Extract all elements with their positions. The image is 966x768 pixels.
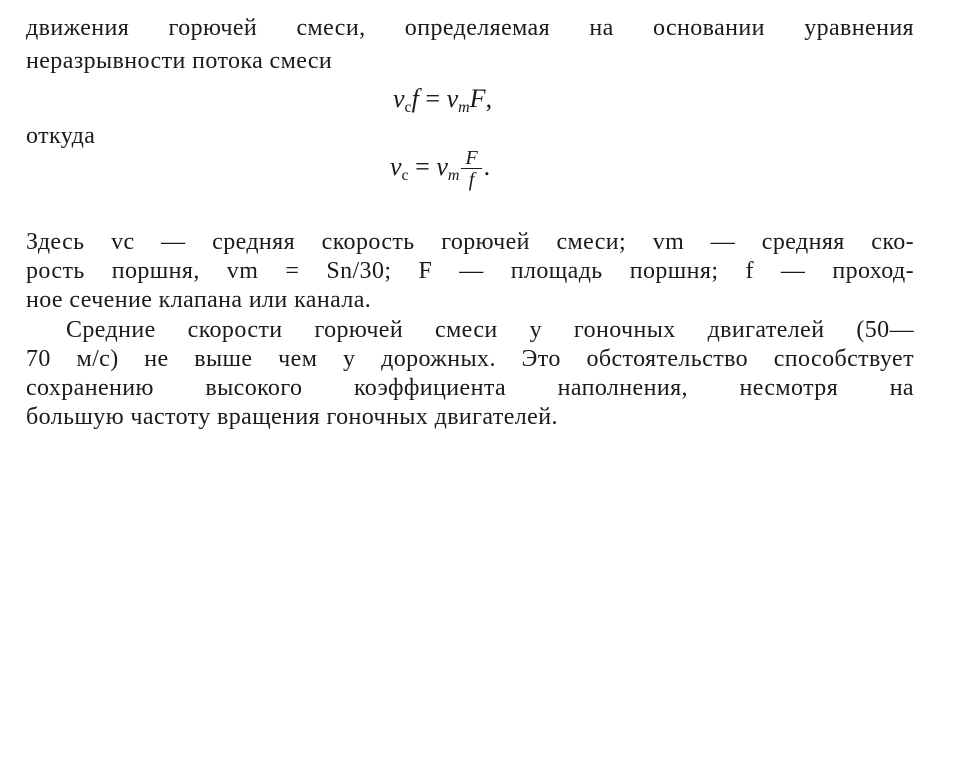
text-line-2: неразрывности потока смеси	[26, 48, 333, 74]
text-line-10: большую частоту вращения гоночных двигателей.	[26, 404, 558, 430]
formula-sub-c: с	[404, 99, 412, 116]
formula-continuity	[393, 84, 492, 114]
fraction-numerator: F	[461, 148, 481, 169]
formula-equals: =	[425, 84, 441, 113]
formula-velocity	[390, 148, 490, 190]
text-line-5: рость поршня, vm = Sn/30; F — площадь поршня; f — проход-	[26, 258, 914, 284]
formula-equals: =	[415, 151, 430, 181]
text-line-3: откуда	[26, 123, 96, 149]
fraction-denominator: f	[468, 169, 475, 191]
formula-v2: v	[436, 151, 448, 181]
formula-v2: v	[446, 84, 459, 113]
text-line-9: сохранению высокого коэффициента наполнения, несмотря на	[26, 375, 914, 401]
formula-sub-c: с	[401, 166, 409, 184]
text-line-7: Средние скорости горючей смеси у гоночных двигателей (50—	[66, 317, 914, 343]
formula-sub-m: m	[447, 166, 460, 184]
formula-fraction	[461, 148, 481, 190]
text-line-4: Здесь vс — средняя скорость горючей смеси; vm — средняя ско-	[26, 229, 914, 255]
text-line-6: ное сечение клапана или канала.	[26, 287, 372, 313]
formula-F: F	[469, 84, 486, 113]
formula-v: v	[393, 84, 405, 113]
formula-sub-m: m	[458, 99, 470, 116]
formula-comma: ,	[485, 84, 493, 113]
formula-f: f	[411, 84, 419, 113]
text-line-8: 70 м/с) не выше чем у дорожных. Это обстоятельство способствует	[26, 346, 914, 372]
formula-v: v	[390, 151, 402, 181]
formula-dot: .	[483, 151, 491, 181]
text-line-1: движения горючей смеси, определяемая на основании уравнения	[26, 15, 914, 41]
